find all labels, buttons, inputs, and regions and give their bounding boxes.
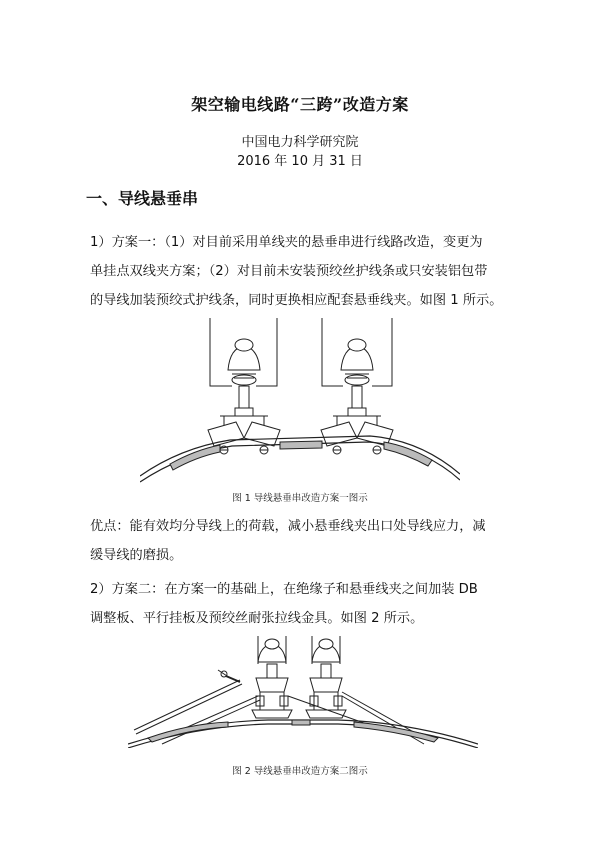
- paragraph-advantages: [90, 512, 526, 570]
- suspension-clamp-left: [208, 386, 280, 454]
- paragraph-line: 优点：能有效均分导线上的荷载，减小悬垂线夹出口处导线应力，减: [90, 519, 486, 534]
- section-heading: 一、导线悬垂串: [86, 189, 199, 208]
- insulator-frame-right: [372, 318, 392, 386]
- insulator-frame-right-inner: [322, 318, 343, 386]
- insulator-bell-right: [312, 636, 340, 664]
- paragraph-line: 2）方案二：在方案一的基础上，在绝缘子和悬垂线夹之间加装 DB: [90, 582, 478, 597]
- paragraph-line: 的导线加装预绞式护线条，同时更换相应配套悬垂线夹。如图 1 所示。: [90, 293, 503, 308]
- paragraph-line: 缓导线的磨损。: [90, 548, 183, 563]
- figure-1-diagram: [140, 318, 460, 483]
- insulator-bell-left: [228, 339, 260, 385]
- figure-2-diagram: [128, 636, 478, 748]
- figure-1-caption: 图 1 导线悬垂串改造方案一图示: [232, 493, 368, 504]
- paragraph-scheme-one: [90, 228, 526, 315]
- organization-name: 中国电力科学研究院: [241, 135, 359, 150]
- armor-rod-left: [148, 722, 228, 742]
- armor-rod-right: [384, 442, 432, 466]
- figure-2-caption: 图 2 导线悬垂串改造方案二图示: [232, 766, 368, 777]
- insulator-frame-left: [210, 318, 232, 386]
- insulator-bell-left: [258, 636, 286, 664]
- document-date: 2016 年 10 月 31 日: [237, 154, 363, 169]
- paragraph-scheme-two: [90, 575, 526, 633]
- armor-rod-middle: [280, 441, 322, 449]
- document-title: 架空输电线路“三跨”改造方案: [191, 95, 409, 114]
- paragraph-line: 1）方案一：（1）对目前采用单线夹的悬垂串进行线路改造，变更为: [90, 235, 483, 250]
- db-adjusting-plate-left: [252, 664, 292, 718]
- paragraph-line: 调整板、平行挂板及预绞丝耐张拉线金具。如图 2 所示。: [90, 611, 424, 626]
- armor-rod-middle: [292, 720, 310, 725]
- paragraph-line: 单挂点双线夹方案；（2）对目前未安装预绞丝护线条或只安装铝包带: [90, 264, 488, 279]
- insulator-bell-right: [341, 339, 373, 385]
- insulator-frame-left-inner: [256, 318, 277, 386]
